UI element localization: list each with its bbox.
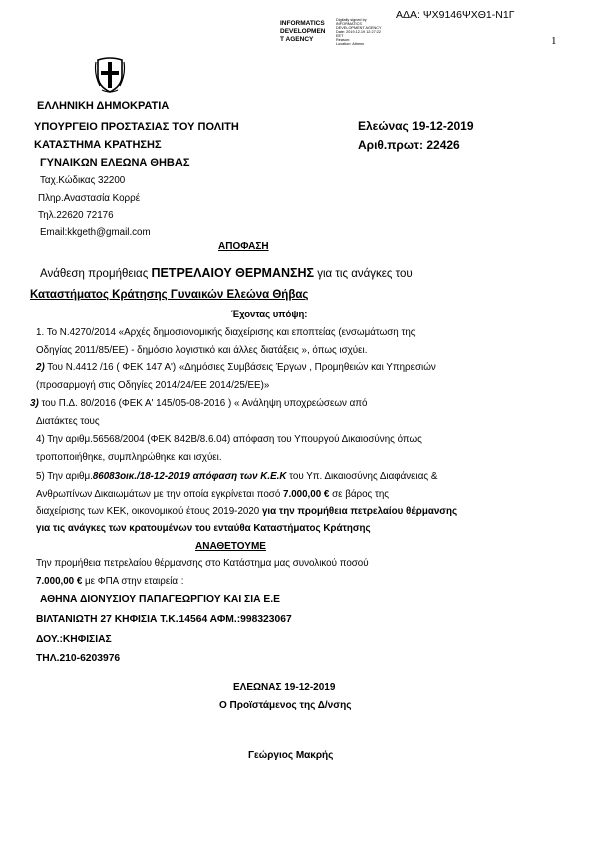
subject-prefix: Ανάθεση προμήθειας <box>40 268 152 280</box>
seal-line: T AGENCY <box>280 36 314 43</box>
postcode: Ταχ.Κώδικας 32200 <box>40 175 126 186</box>
seal-detail: Date: 2019.12.19 12:27:22 <box>336 30 381 34</box>
company-address: ΒΙΛΤΑΝΙΩΤΗ 27 ΚΗΦΙΣΙΑ Τ.Κ.14564 ΑΦΜ.:998323067 <box>36 614 292 625</box>
closing-place-date: ΕΛΕΩΝΑΣ 19-12-2019 <box>233 682 336 693</box>
document-title: ΑΠΟΦΑΣΗ <box>218 241 269 252</box>
amount-line <box>36 576 184 587</box>
subject-line <box>40 266 413 280</box>
item-3-text: του Π.Δ. 80/2016 (ΦΕΚ Α' 145/05-08-2016 ) « Ανάληψη υποχρεώσεων από <box>38 398 368 409</box>
seal-detail: Reason: <box>336 38 351 42</box>
page-number: 1 <box>551 35 557 47</box>
institution-heading: ΚΑΤΑΣΤΗΜΑ ΚΡΑΤΗΣΗΣ <box>34 139 162 151</box>
considering-heading: Έχοντας υπόψη: <box>231 309 308 320</box>
item-2-text: Του Ν.4412 /16 ( ΦΕΚ 147 Α') «Δημόσιες Συμβάσεις Έργων , Προμηθειών και Υπηρεσιών <box>44 362 436 373</box>
item-5-management: διαχείρισης των ΚΕΚ, οικονομικού έτους 2019-2020 <box>36 506 262 517</box>
item-2-line-2: (προσαρμογή στις Οδηγίες 2014/24/ΕΕ 2014/25/ΕΕ)» <box>36 380 270 391</box>
item-5-line-3 <box>36 506 457 517</box>
email-address: Email:kkgeth@gmail.com <box>40 227 151 238</box>
item-4-line-1: 4) Την αριθμ.56568/2004 (ΦΕΚ 842Β/8.6.04) απόφαση του Υπουργού Δικαιοσύνης όπως <box>36 434 422 445</box>
item-1-line-1: 1. Το Ν.4270/2014 «Αρχές δημοσιονομικής διαχείρισης και εποπτείας (ενσωμάτωση της <box>36 327 416 338</box>
seal-detail: INFORMATICS <box>336 22 362 26</box>
amount-suffix: με ΦΠΑ στην εταιρεία : <box>82 576 184 587</box>
item-4-line-2: τροποποιήθηκε, συμπληρώθηκε και ισχύει. <box>36 452 222 463</box>
total-amount: 7.000,00 € <box>36 576 83 587</box>
item-5-purpose: για την προμήθεια πετρελαίου θέρμανσης <box>261 506 458 517</box>
assign-text: Την προμήθεια πετρελαίου θέρμανσης στο Κατάστημα μας συνολικού ποσού <box>36 558 369 569</box>
contact-person: Πληρ.Αναστασία Κορρέ <box>38 193 141 204</box>
seal-detail: EET <box>336 34 344 38</box>
company-tax-office: ΔΟΥ.:ΚΗΦΙΣΙΑΣ <box>36 634 112 645</box>
item-3-line-2: Διατάκτες τους <box>36 416 100 427</box>
assign-heading: ΑΝΑΘΕΤΟΥΜΕ <box>195 541 266 552</box>
subject-institution: Καταστήματος Κράτησης Γυναικών Ελεώνα Θήβας <box>30 289 309 301</box>
item-5-charge: σε βάρος της <box>329 489 390 500</box>
seal-line: DEVELOPMEN <box>280 28 326 35</box>
seal-line: INFORMATICS <box>280 20 325 27</box>
item-2-line-1 <box>36 362 436 373</box>
item-5-line-1 <box>36 471 437 482</box>
item-5-prefix: 5) Την αριθμ. <box>36 471 93 482</box>
item-5-decision-ref: 86083οικ./18-12-2019 απόφαση των Κ.Ε.Κ <box>92 471 287 482</box>
digital-signature-seal <box>280 17 382 49</box>
seal-detail: Digitally signed by <box>336 18 367 22</box>
item-5-line-4: για τις ανάγκες των κρατουμένων του ενταύθα Καταστήματος Κράτησης <box>36 523 371 534</box>
institution-heading-2: ΓΥΝΑΙΚΩΝ ΕΛΕΩΝΑ ΘΗΒΑΣ <box>40 157 190 169</box>
signatory-name: Γεώργιος Μακρής <box>248 750 334 761</box>
document-date: Ελεώνας 19-12-2019 <box>358 119 474 133</box>
ministry-heading: ΥΠΟΥΡΓΕΙΟ ΠΡΟΣΤΑΣΙΑΣ ΤΟΥ ΠΟΛΙΤΗ <box>34 121 239 133</box>
item-5-amount: 7.000,00 € <box>283 489 330 500</box>
greek-emblem-icon <box>94 54 126 94</box>
item-5-approval: Ανθρωπίνων Δικαιωμάτων με την οποία εγκρίνεται ποσό <box>36 489 284 500</box>
ada-code: ΑΔΑ: ΨΧ9146ΨΧΘ1-Ν1Γ <box>396 9 515 21</box>
item-1-line-2: Οδηγίας 2011/85/ΕΕ) - δημόσιο λογιστικό και άλλες διατάξεις », όπως ισχύει. <box>36 345 368 356</box>
item-3-number: 3) <box>30 398 39 409</box>
item-5-ministry: του Υπ. Δικαιοσύνης Διαφάνειας & <box>286 471 438 482</box>
protocol-number: Αριθ.πρωτ: 22426 <box>358 138 460 152</box>
seal-detail: Location: Athens <box>336 42 365 46</box>
item-3-line-1 <box>30 398 367 409</box>
company-name: ΑΘΗΝΑ ΔΙΟΝΥΣΙΟΥ ΠΑΠΑΓΕΩΡΓΙΟΥ ΚΑΙ ΣΙΑ Ε.Ε <box>40 594 280 605</box>
item-2-number: 2) <box>36 362 45 373</box>
subject-bold: ΠΕΤΡΕΛΑΙΟΥ ΘΕΡΜΑΝΣΗΣ <box>151 266 315 280</box>
signatory-role: Ο Προϊστάμενος της Δ/νσης <box>219 700 352 711</box>
company-phone: ΤΗΛ.210-6203976 <box>36 653 121 664</box>
republic-heading: ΕΛΛΗΝΙΚΗ ΔΗΜΟΚΡΑΤΙΑ <box>37 100 170 112</box>
seal-detail: DEVELOPMENT AGENCY <box>336 26 382 30</box>
subject-suffix: για τις ανάγκες του <box>314 268 413 280</box>
item-5-line-2 <box>36 489 389 500</box>
phone-number: Τηλ.22620 72176 <box>38 210 114 221</box>
